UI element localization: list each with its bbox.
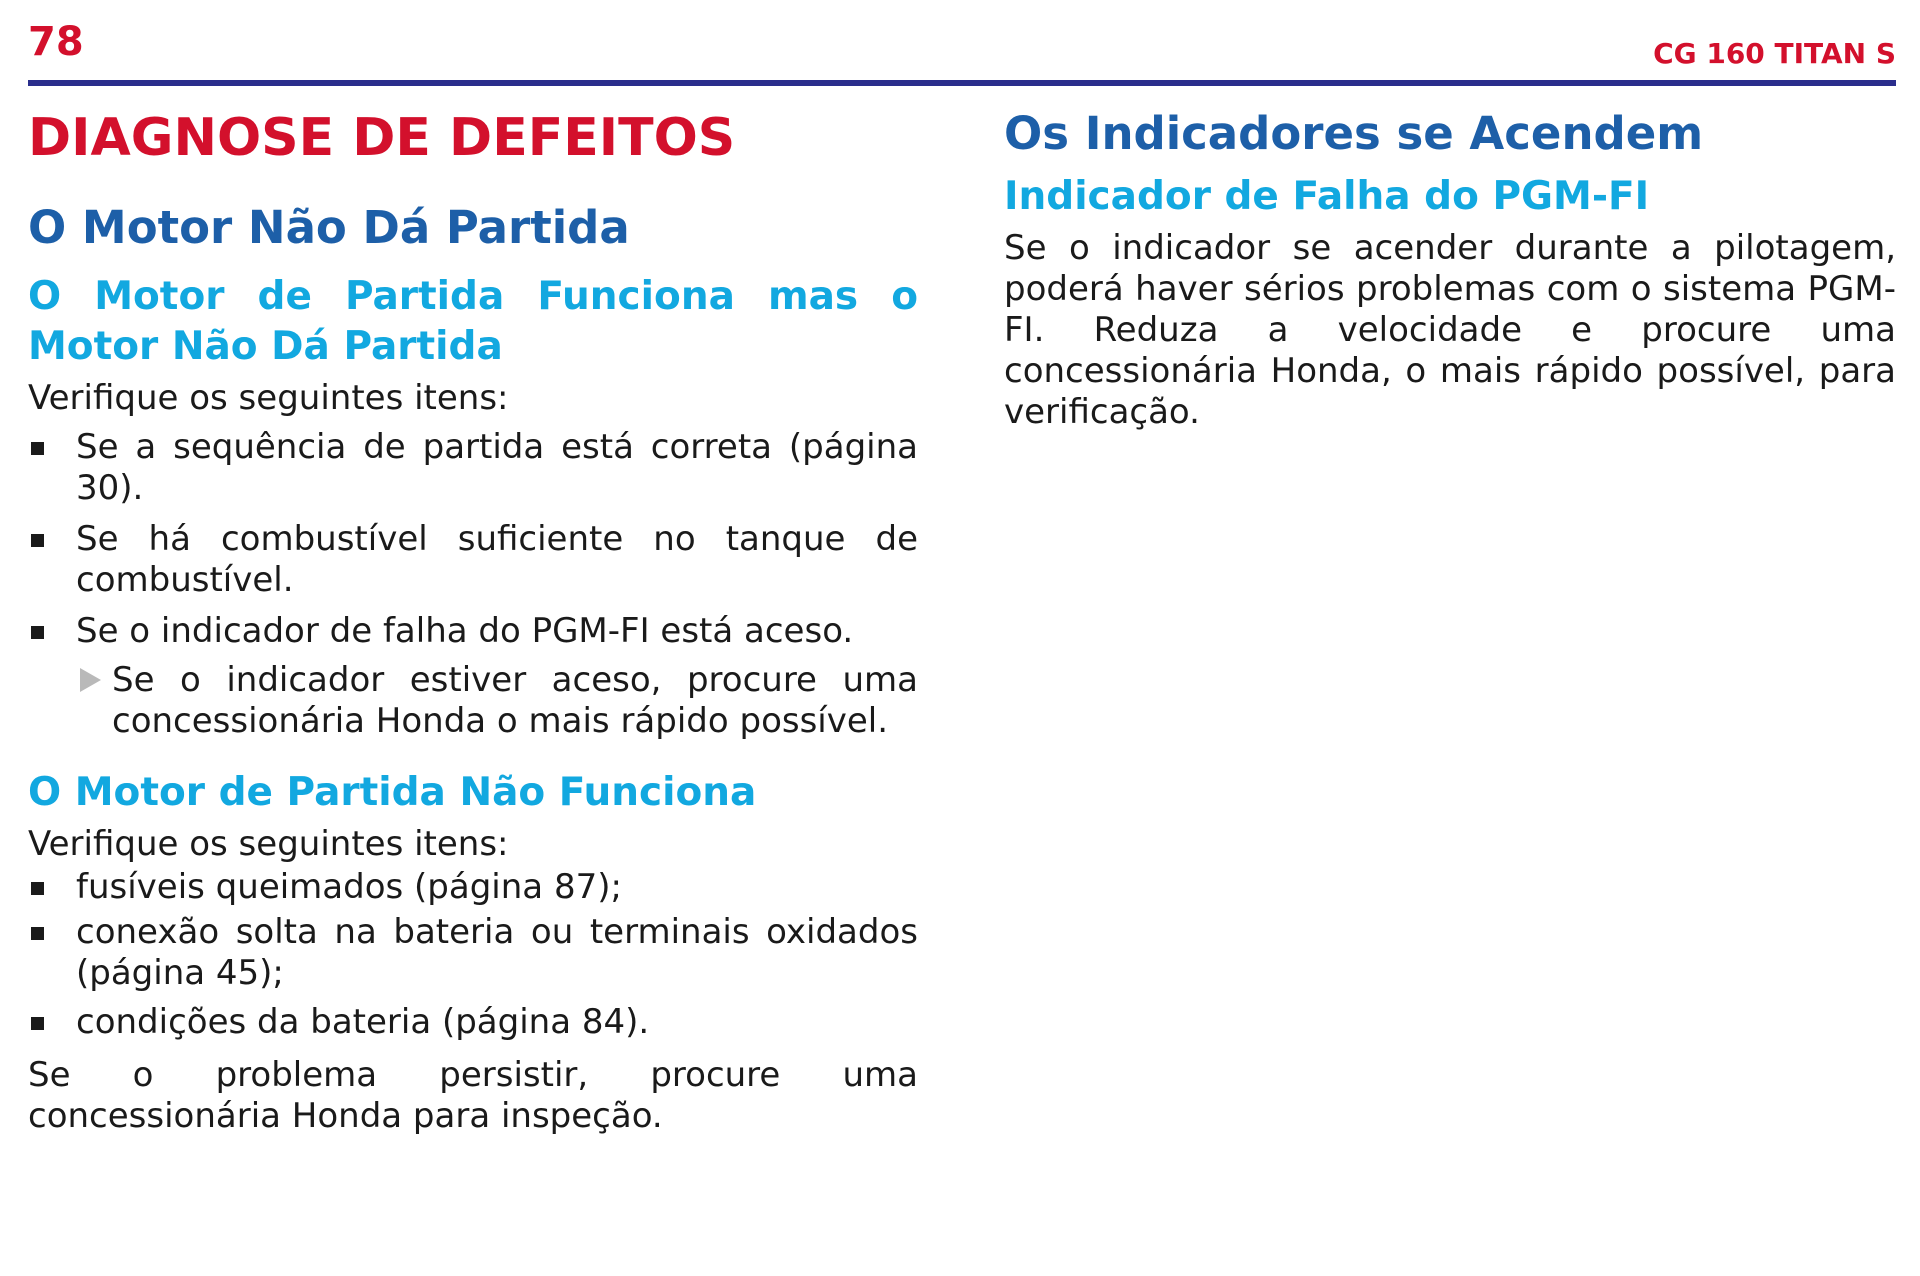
checklist-starter-works (28, 427, 918, 652)
model-name: CG 160 TITAN S (1653, 37, 1896, 70)
list-item-text: fusíveis queimados (página 87); (76, 867, 622, 907)
bullet-square-icon (31, 442, 44, 455)
note-text: Se o indicador estiver aceso, procure uma concessionária Honda o mais rápido possível. (112, 660, 918, 741)
list-item (28, 519, 918, 601)
bullet-square-icon (31, 534, 44, 547)
bullet-square-icon (31, 927, 44, 940)
right-column (1004, 106, 1896, 433)
bullet-square-icon (31, 1017, 44, 1030)
checklist-starter-not-working (28, 867, 918, 1043)
list-item (28, 611, 918, 652)
list-item (28, 867, 918, 908)
section-title-indicators: Os Indicadores se Acendem (1004, 107, 1704, 160)
pgm-fi-body-text: Se o indicador se acender durante a pilotagem, poderá haver sérios problemas com o sistema PGM-FI. Reduza a velocidade e procure uma concessionária Honda, o mais rápido possível, para verificação. (1004, 228, 1896, 432)
list-item-text: conexão solta na bateria ou terminais oxidados (página 45); (76, 912, 918, 993)
left-column (28, 106, 918, 1137)
page-title: DIAGNOSE DE DEFEITOS (28, 108, 736, 168)
list-item-text: Se a sequência de partida está correta (página 30). (76, 427, 918, 508)
list-item (28, 1002, 918, 1043)
subsection-title-starter-works: O Motor de Partida Funciona mas o Motor Não Dá Partida (28, 274, 918, 369)
list-item (28, 427, 918, 509)
list-item-text: Se o indicador de falha do PGM-FI está aceso. (76, 611, 854, 651)
section-title-engine-no-start: O Motor Não Dá Partida (28, 201, 630, 254)
bullet-square-icon (31, 882, 44, 895)
page-number: 78 (28, 19, 84, 65)
page-header (28, 18, 1896, 86)
note (28, 660, 918, 742)
list-item (28, 912, 918, 994)
checklist-intro: Verifique os seguintes itens: (28, 824, 509, 864)
list-item-text: condições da bateria (página 84). (76, 1002, 650, 1042)
triangle-arrow-icon (80, 668, 101, 692)
list-item-text: Se há combustível suficiente no tanque de combustível. (76, 519, 918, 600)
checklist-intro: Verifique os seguintes itens: (28, 378, 509, 418)
subsection-title-starter-not-working: O Motor de Partida Não Funciona (28, 770, 757, 815)
closing-text: Se o problema persistir, procure uma concessionária Honda para inspeção. (28, 1055, 918, 1136)
subsection-title-pgm-fi: Indicador de Falha do PGM-FI (1004, 174, 1650, 219)
bullet-square-icon (31, 626, 44, 639)
